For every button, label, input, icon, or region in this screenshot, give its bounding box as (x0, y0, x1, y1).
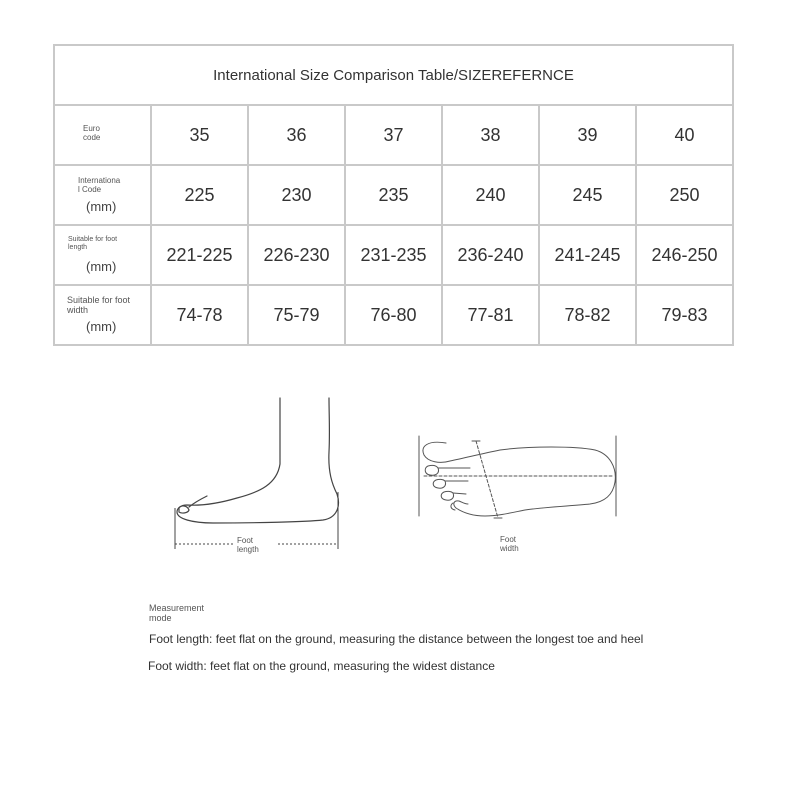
foot-length-note: Foot length: feet flat on the ground, measuring the distance between the longest toe and heel (149, 632, 644, 646)
table-cell: 236-240 (442, 225, 539, 285)
table-cell: 246-250 (636, 225, 733, 285)
row-header-label-line1: Suitable for foot (67, 295, 131, 305)
measurement-mode-heading-line2: mode (149, 613, 172, 623)
row-header-euro-code (54, 105, 151, 165)
table-cell: 39 (539, 105, 636, 165)
row-header-unit: (mm) (86, 199, 117, 214)
table-cell: 79-83 (636, 285, 733, 345)
table-cell: 245 (539, 165, 636, 225)
row-header-label-line2: l Code (78, 185, 102, 194)
row-header-international-code (54, 165, 151, 225)
table-row-foot-width (54, 285, 733, 345)
row-header-label-line1: Suitable for foot (68, 236, 118, 243)
table-title-row (54, 45, 733, 105)
table-cell: 225 (151, 165, 248, 225)
foot-width-caption-line1: Foot (500, 535, 517, 544)
foot-width-note: Foot width: feet flat on the ground, measuring the widest distance (148, 659, 495, 673)
size-comparison-table (53, 44, 734, 346)
table-cell: 76-80 (345, 285, 442, 345)
table-cell: 37 (345, 105, 442, 165)
table-title: International Size Comparison Table/SIZEREFERNCE (54, 45, 733, 105)
row-header-label-line2: length (68, 244, 88, 251)
row-header-label-line2: width (67, 305, 89, 315)
table-cell: 250 (636, 165, 733, 225)
table-cell: 231-235 (345, 225, 442, 285)
table-cell: 235 (345, 165, 442, 225)
row-header-label-line1: Euro (83, 124, 100, 133)
foot-top-view-illustration (410, 430, 625, 522)
table-cell: 38 (442, 105, 539, 165)
foot-length-caption-line2: length (237, 545, 259, 554)
table-cell: 221-225 (151, 225, 248, 285)
table-row-international-code (54, 165, 733, 225)
table-row-euro-code (54, 105, 733, 165)
row-header-label-line2: code (83, 133, 101, 142)
table-cell: 226-230 (248, 225, 345, 285)
table-cell: 230 (248, 165, 345, 225)
table-cell: 78-82 (539, 285, 636, 345)
measurement-mode-heading-line1: Measurement (149, 603, 205, 613)
table-cell: 241-245 (539, 225, 636, 285)
measurement-mode-heading (149, 603, 204, 623)
table-row-foot-length (54, 225, 733, 285)
row-header-foot-length (54, 225, 151, 285)
foot-length-caption-line1: Foot (237, 536, 254, 545)
foot-length-caption (237, 536, 259, 554)
table-cell: 75-79 (248, 285, 345, 345)
row-header-unit: (mm) (86, 259, 117, 274)
table-cell: 40 (636, 105, 733, 165)
foot-width-caption-line2: width (500, 544, 519, 553)
table-cell: 77-81 (442, 285, 539, 345)
table-cell: 240 (442, 165, 539, 225)
row-header-foot-width (54, 285, 151, 345)
row-header-unit: (mm) (86, 319, 117, 334)
foot-side-view-illustration (165, 392, 350, 554)
table-cell: 74-78 (151, 285, 248, 345)
table-cell: 35 (151, 105, 248, 165)
row-header-label-line1: Internationa (78, 176, 121, 185)
foot-width-caption (500, 535, 519, 553)
table-cell: 36 (248, 105, 345, 165)
